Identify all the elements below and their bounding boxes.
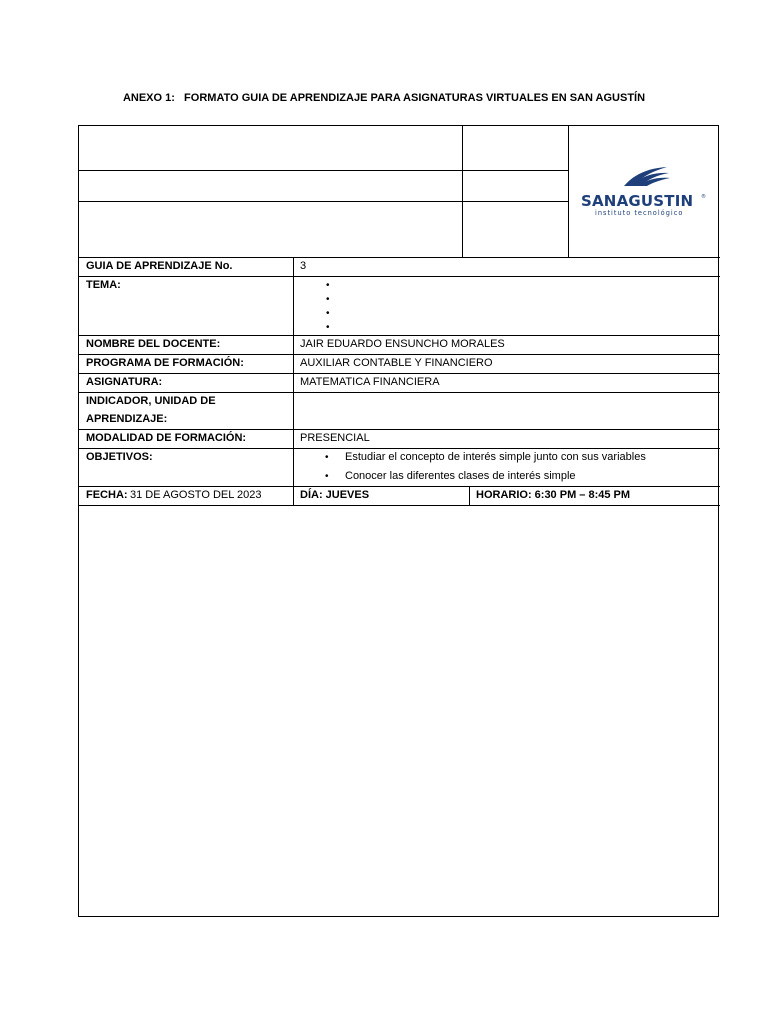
indicador-label-line1: INDICADOR, UNIDAD DE: [86, 395, 216, 407]
header-cell-name[interactable]: [79, 126, 462, 170]
dia-horario-divider: [469, 486, 470, 505]
header-cell-name-3[interactable]: [79, 202, 462, 257]
guide-content-area[interactable]: [79, 506, 718, 916]
guia-label: GUIA DE APRENDIZAJE No.: [86, 260, 233, 272]
modalidad-label: MODALIDAD DE FORMACIÓN:: [86, 432, 247, 444]
header-cell-code[interactable]: [463, 126, 568, 170]
indicador-value[interactable]: [294, 393, 719, 429]
objetivo-bullet: •: [325, 452, 329, 463]
docente-label: NOMBRE DEL DOCENTE:: [86, 338, 221, 350]
programa-value[interactable]: AUXILIAR CONTABLE Y FINANCIERO: [300, 357, 493, 369]
modalidad-value[interactable]: PRESENCIAL: [300, 432, 370, 444]
tema-bullet: •: [326, 280, 330, 291]
horario-label: HORARIO: 6:30 PM – 8:45 PM: [476, 489, 631, 501]
tema-bullet: •: [326, 294, 330, 305]
asignatura-label: ASIGNATURA:: [86, 376, 163, 388]
tema-bullet: •: [326, 308, 330, 319]
registered-mark: ®: [701, 194, 706, 200]
asignatura-value[interactable]: MATEMATICA FINANCIERA: [300, 376, 440, 388]
header-col-divider-2: [568, 126, 569, 257]
objetivo-item-1[interactable]: Estudiar el concepto de interés simple junto con sus variables: [345, 451, 646, 463]
header-cell-date[interactable]: [463, 202, 568, 257]
dia-label: DÍA: JUEVES: [300, 489, 370, 501]
programa-label: PROGRAMA DE FORMACIÓN:: [86, 357, 244, 369]
learning-guide-form: [78, 125, 719, 917]
guia-number[interactable]: 3: [300, 260, 307, 272]
tema-bullet: •: [326, 322, 330, 333]
indicador-label-line2: APRENDIZAJE:: [86, 413, 168, 425]
logo-name-part2: AGUSTIN: [616, 192, 694, 210]
logo-name-part1: SAN: [581, 192, 617, 210]
objetivo-item-2[interactable]: Conocer las diferentes clases de interés simple: [345, 470, 576, 482]
fecha-label: FECHA:: [86, 489, 128, 501]
fecha-value[interactable]: 31 DE AGOSTO DEL 2023: [130, 489, 262, 501]
docente-value[interactable]: JAIR EDUARDO ENSUNCHO MORALES: [300, 338, 505, 350]
logo-subtitle: instituto tecnológico: [595, 209, 684, 217]
sanagustin-logo: [579, 162, 709, 222]
document-title: ANEXO 1: FORMATO GUIA DE APRENDIZAJE PARA ASIGNATURAS VIRTUALES EN SAN AGUSTÍN: [122, 92, 646, 104]
header-cell-version[interactable]: [463, 171, 568, 201]
tema-label: TEMA:: [86, 279, 121, 291]
svg-text:SANAGUSTIN: [581, 192, 693, 210]
objetivo-bullet: •: [325, 471, 329, 482]
logo-wing-mark: [624, 167, 670, 186]
tema-bullet-list[interactable]: [294, 277, 719, 335]
header-cell-name-2[interactable]: [79, 171, 462, 201]
objetivos-label: OBJETIVOS:: [86, 451, 153, 463]
